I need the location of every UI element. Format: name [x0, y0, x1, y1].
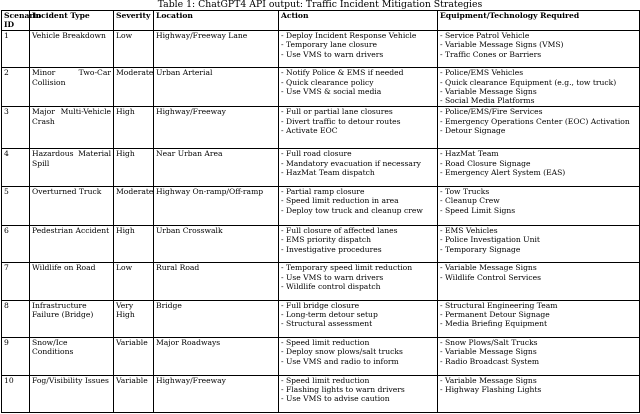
cell-incident-type: Minor Two-Car Collision — [30, 68, 114, 107]
cell-incident-type: Major Multi-Vehicle Crash — [30, 107, 114, 149]
cell-location: Highway/Freeway Lane — [154, 30, 279, 67]
action-line: - Use VMS and radio to inform — [281, 356, 399, 366]
action-line: - Temporary speed limit reduction — [281, 263, 413, 273]
header-scenario-id: Scenario ID — [2, 11, 30, 31]
table-row — [2, 68, 640, 107]
cell-scenario-id: 2 — [2, 68, 30, 107]
equipment-line: - Variable Message Signs — [440, 347, 537, 357]
equipment-line: - Service Patrol Vehicle — [440, 30, 530, 40]
table-row — [2, 375, 640, 412]
action-line: - Structural assessment — [281, 319, 373, 329]
cell-location: Bridge — [154, 300, 279, 337]
cell-scenario-id: 7 — [2, 263, 30, 300]
incident-mitigation-table — [1, 10, 640, 413]
cell-severity: Moderate — [114, 186, 154, 225]
action-line: - Full road closure — [281, 149, 352, 159]
cell-incident-type: Overturned Truck — [30, 186, 114, 225]
table-row — [2, 300, 640, 337]
cell-incident-type: Pedestrian Accident — [30, 225, 114, 262]
action-line: - Full or partial lane closures — [281, 107, 393, 117]
cell-severity: High — [114, 149, 154, 186]
cell-location: Near Urban Area — [154, 149, 279, 186]
cell-severity: Low — [114, 30, 154, 67]
action-line: - Deploy tow truck and cleanup crew — [281, 205, 423, 215]
equipment-line: - Cleanup Crew — [440, 196, 500, 206]
cell-location: Urban Crosswalk — [154, 225, 279, 262]
table-row — [2, 107, 640, 149]
equipment-line: - Quick clearance Equipment (e.g., tow truck) — [440, 77, 617, 87]
action-line: - Investigative procedures — [281, 244, 382, 254]
cell-actions — [279, 149, 438, 186]
cell-equipment — [438, 225, 640, 262]
equipment-line: - HazMat Team — [440, 149, 499, 159]
equipment-line: - Emergency Alert System (EAS) — [440, 168, 566, 178]
cell-equipment — [438, 300, 640, 337]
cell-location: Highway On-ramp/Off-ramp — [154, 186, 279, 225]
equipment-line: - Media Briefing Equipment — [440, 319, 548, 329]
cell-incident-type: Wildlife on Road — [30, 263, 114, 300]
header-location: Location — [154, 11, 279, 31]
cell-incident-type: Vehicle Breakdown — [30, 30, 114, 67]
cell-location: Major Roadways — [154, 338, 279, 375]
equipment-line: - Structural Engineering Team — [440, 300, 558, 310]
header-row — [2, 11, 640, 31]
cell-equipment — [438, 186, 640, 225]
table-row — [2, 149, 640, 186]
cell-severity: Very High — [114, 300, 154, 337]
cell-actions — [279, 225, 438, 262]
action-line: - Mandatory evacuation if necessary — [281, 158, 421, 168]
equipment-line: - Snow Plows/Salt Trucks — [440, 338, 538, 348]
equipment-line: - Variable Message Signs — [440, 263, 537, 273]
cell-location: Highway/Freeway — [154, 375, 279, 412]
cell-scenario-id: 4 — [2, 149, 30, 186]
cell-incident-type: Infrastructure Failure (Bridge) — [30, 300, 114, 337]
cell-actions — [279, 30, 438, 67]
cell-equipment — [438, 338, 640, 375]
action-line: - Long-term detour setup — [281, 310, 378, 320]
cell-scenario-id: 8 — [2, 300, 30, 337]
equipment-line: - Police/EMS Vehicles — [440, 68, 524, 78]
cell-location: Urban Arterial — [154, 68, 279, 107]
cell-incident-type: Fog/Visibility Issues — [30, 375, 114, 412]
cell-actions — [279, 68, 438, 107]
cell-actions — [279, 107, 438, 149]
cell-severity: Low — [114, 263, 154, 300]
cell-severity: High — [114, 225, 154, 262]
equipment-line: - Variable Message Signs — [440, 375, 537, 385]
equipment-line: - Road Closure Signage — [440, 158, 531, 168]
equipment-line: - Permanent Detour Signage — [440, 310, 550, 320]
equipment-line: - Speed Limit Signs — [440, 205, 516, 215]
equipment-line: - Police Investigation Unit — [440, 235, 540, 245]
cell-equipment — [438, 263, 640, 300]
equipment-line: - Tow Trucks — [440, 186, 490, 196]
cell-scenario-id: 9 — [2, 338, 30, 375]
action-line: - Full closure of affected lanes — [281, 225, 398, 235]
header-severity: Severity — [114, 11, 154, 31]
cell-scenario-id: 10 — [2, 375, 30, 412]
cell-incident-type: Hazardous Material Spill — [30, 149, 114, 186]
equipment-line: - Wildlife Control Services — [440, 272, 542, 282]
cell-incident-type: Snow/Ice Conditions — [30, 338, 114, 375]
cell-location: Rural Road — [154, 263, 279, 300]
equipment-line: - Variable Message Signs (VMS) — [440, 40, 564, 50]
cell-scenario-id: 5 — [2, 186, 30, 225]
equipment-line: - Detour Signage — [440, 126, 506, 136]
equipment-line: - Temporary Signage — [440, 244, 521, 254]
equipment-line: - Traffic Cones or Barriers — [440, 49, 542, 59]
cell-equipment — [438, 375, 640, 412]
table-row — [2, 186, 640, 225]
cell-actions — [279, 186, 438, 225]
cell-actions — [279, 263, 438, 300]
action-line: - HazMat Team dispatch — [281, 168, 375, 178]
cell-severity: Variable — [114, 338, 154, 375]
equipment-line: - Highway Flashing Lights — [440, 384, 542, 394]
table-row — [2, 338, 640, 375]
action-line: - Use VMS to warn drivers — [281, 272, 384, 282]
action-line: - Deploy Incident Response Vehicle — [281, 30, 417, 40]
cell-severity: High — [114, 107, 154, 149]
equipment-line: - Police/EMS/Fire Services — [440, 107, 543, 117]
cell-actions — [279, 300, 438, 337]
action-line: - Speed limit reduction in area — [281, 196, 399, 206]
equipment-line: - Radio Broadcast System — [440, 356, 540, 366]
cell-scenario-id: 1 — [2, 30, 30, 67]
action-line: - Speed limit reduction — [281, 338, 370, 348]
action-line: - Use VMS to advise caution — [281, 394, 390, 404]
action-line: - Quick clearance policy — [281, 77, 374, 87]
action-line: - Speed limit reduction — [281, 375, 370, 385]
action-line: - EMS priority dispatch — [281, 235, 371, 245]
cell-actions — [279, 338, 438, 375]
cell-equipment — [438, 107, 640, 149]
action-line: - Activate EOC — [281, 126, 338, 136]
action-line: - Notify Police & EMS if needed — [281, 68, 404, 78]
header-equipment: Equipment/Technology Required — [438, 11, 640, 31]
action-line: - Temporary lane closure — [281, 40, 377, 50]
action-line: - Use VMS to warn drivers — [281, 49, 384, 59]
header-action: Action — [279, 11, 438, 31]
table-row — [2, 263, 640, 300]
cell-scenario-id: 3 — [2, 107, 30, 149]
action-line: - Use VMS & social media — [281, 87, 382, 97]
action-line: - Partial ramp closure — [281, 186, 365, 196]
action-line: - Full bridge closure — [281, 300, 360, 310]
cell-severity: Variable — [114, 375, 154, 412]
cell-location: Highway/Freeway — [154, 107, 279, 149]
cell-equipment — [438, 68, 640, 107]
action-line: - Deploy snow plows/salt trucks — [281, 347, 403, 357]
cell-scenario-id: 6 — [2, 225, 30, 262]
table-body — [2, 30, 640, 412]
table-row — [2, 30, 640, 67]
cell-equipment — [438, 30, 640, 67]
equipment-line: - Variable Message Signs — [440, 87, 537, 97]
cell-equipment — [438, 149, 640, 186]
equipment-line: - EMS Vehicles — [440, 225, 498, 235]
action-line: - Wildlife control dispatch — [281, 281, 381, 291]
table-caption: Table 1: ChatGPT4 API output: Traffic Incident Mitigation Strategies — [157, 0, 483, 10]
cell-severity: Moderate — [114, 68, 154, 107]
cell-actions — [279, 375, 438, 412]
header-incident-type: Incident Type — [30, 11, 114, 31]
equipment-line: - Social Media Platforms — [440, 96, 535, 106]
equipment-line: - Emergency Operations Center (EOC) Activation — [440, 116, 630, 126]
table-row — [2, 225, 640, 262]
action-line: - Flashing lights to warn drivers — [281, 384, 405, 394]
action-line: - Divert traffic to detour routes — [281, 116, 401, 126]
